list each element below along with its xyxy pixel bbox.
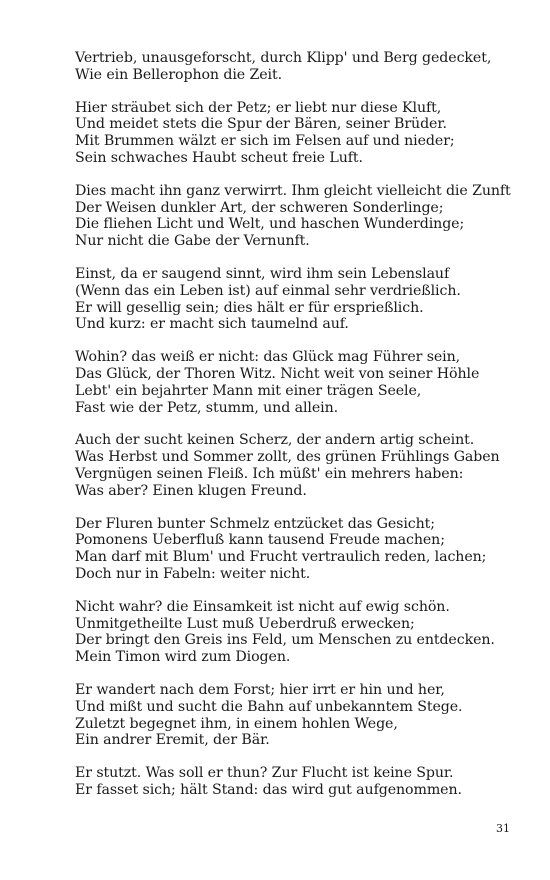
- poem-line: Der Fluren bunter Schmelz entzücket das Gesicht;: [75, 515, 435, 532]
- stanza-7: [75, 516, 515, 583]
- poem-line: Er wandert nach dem Forst; hier irrt er hin und her,: [75, 681, 445, 698]
- poem-line: Auch der sucht keinen Scherz, der andern artig scheint.: [75, 432, 475, 449]
- poem-line: Einst, da er saugend sinnt, wird ihm sein Lebenslauf: [75, 265, 450, 282]
- poem-line: Er will gesellig sein; dies hält er für ersprießlich.: [75, 299, 424, 316]
- poem-line: Unmitgetheilte Lust muß Ueberdruß erwecken;: [75, 615, 415, 632]
- stanza-4: [75, 266, 515, 333]
- poem-line: Mit Brummen wälzt er sich im Felsen auf und nieder;: [75, 133, 455, 150]
- stanza-2: [75, 100, 515, 167]
- poem-line: Und meidet stets die Spur der Bären, seiner Brüder.: [75, 116, 447, 133]
- stanza-1: [75, 50, 515, 84]
- poem-line: Fast wie der Petz, stumm, und allein.: [75, 399, 339, 416]
- page-number: 31: [496, 822, 510, 835]
- poem-line: Wie ein Bellerophon die Zeit.: [75, 66, 283, 83]
- stanza-10: [75, 765, 515, 799]
- poem-line: Man darf mit Blum' und Frucht vertraulich reden, lachen;: [75, 549, 487, 566]
- poem-line: Wohin? das weiß er nicht: das Glück mag Führer sein,: [75, 349, 461, 366]
- poem-line: Zuletzt begegnet ihm, in einem hohlen Wege,: [75, 715, 398, 732]
- poem-line: Lebt' ein bejahrter Mann mit einer trägen Seele,: [75, 382, 422, 399]
- stanza-5: [75, 349, 515, 416]
- poem-line: Er fasset sich; hält Stand: das wird gut aufgenommen.: [75, 781, 462, 798]
- poem-line: Sein schwaches Haubt scheut freie Luft.: [75, 149, 363, 166]
- stanza-9: [75, 682, 515, 749]
- poem-text: [75, 50, 515, 815]
- poem-line: Vertrieb, unausgeforscht, durch Klipp' und Berg gedecket,: [75, 50, 492, 66]
- stanza-8: [75, 599, 515, 666]
- poem-line: Hier sträubet sich der Petz; er liebt nur diese Kluft,: [75, 99, 442, 116]
- poem-line: Nicht wahr? die Einsamkeit ist nicht auf ewig schön.: [75, 598, 450, 615]
- stanza-3: [75, 183, 515, 250]
- poem-line: Nur nicht die Gabe der Vernunft.: [75, 233, 310, 250]
- poem-line: Dies macht ihn ganz verwirrt. Ihm gleicht vielleicht die Zunft: [75, 182, 511, 199]
- poem-line: Was Herbst und Sommer zollt, des grünen Frühlings Gaben: [75, 449, 500, 466]
- poem-line: Mein Timon wird zum Diogen.: [75, 649, 291, 666]
- poem-line: Er stutzt. Was soll er thun? Zur Flucht ist keine Spur.: [75, 765, 454, 782]
- poem-line: Doch nur in Fabeln: weiter nicht.: [75, 565, 311, 582]
- poem-line: Vergnügen seinen Fleiß. Ich müßt' ein mehrers haben:: [75, 465, 464, 482]
- poem-line: (Wenn das ein Leben ist) auf einmal sehr verdrießlich.: [75, 282, 461, 299]
- poem-line: Der bringt den Greis ins Feld, um Menschen zu entdecken.: [75, 632, 495, 649]
- poem-line: Was aber? Einen klugen Freund.: [75, 482, 307, 499]
- poem-line: Das Glück, der Thoren Witz. Nicht weit von seiner Höhle: [75, 365, 480, 382]
- stanza-6: [75, 432, 515, 499]
- poem-line: Pomonens Ueberfluß kann tausend Freude machen;: [75, 532, 445, 549]
- poem-line: Und kurz: er macht sich taumelnd auf.: [75, 316, 349, 333]
- poem-line: Der Weisen dunkler Art, der schweren Sonderlinge;: [75, 199, 444, 216]
- poem-line: Und mißt und sucht die Bahn auf unbekanntem Stege.: [75, 698, 463, 715]
- poem-line: Ein andrer Eremit, der Bär.: [75, 732, 270, 749]
- poem-line: Die fliehen Licht und Welt, und haschen Wunderdinge;: [75, 216, 465, 233]
